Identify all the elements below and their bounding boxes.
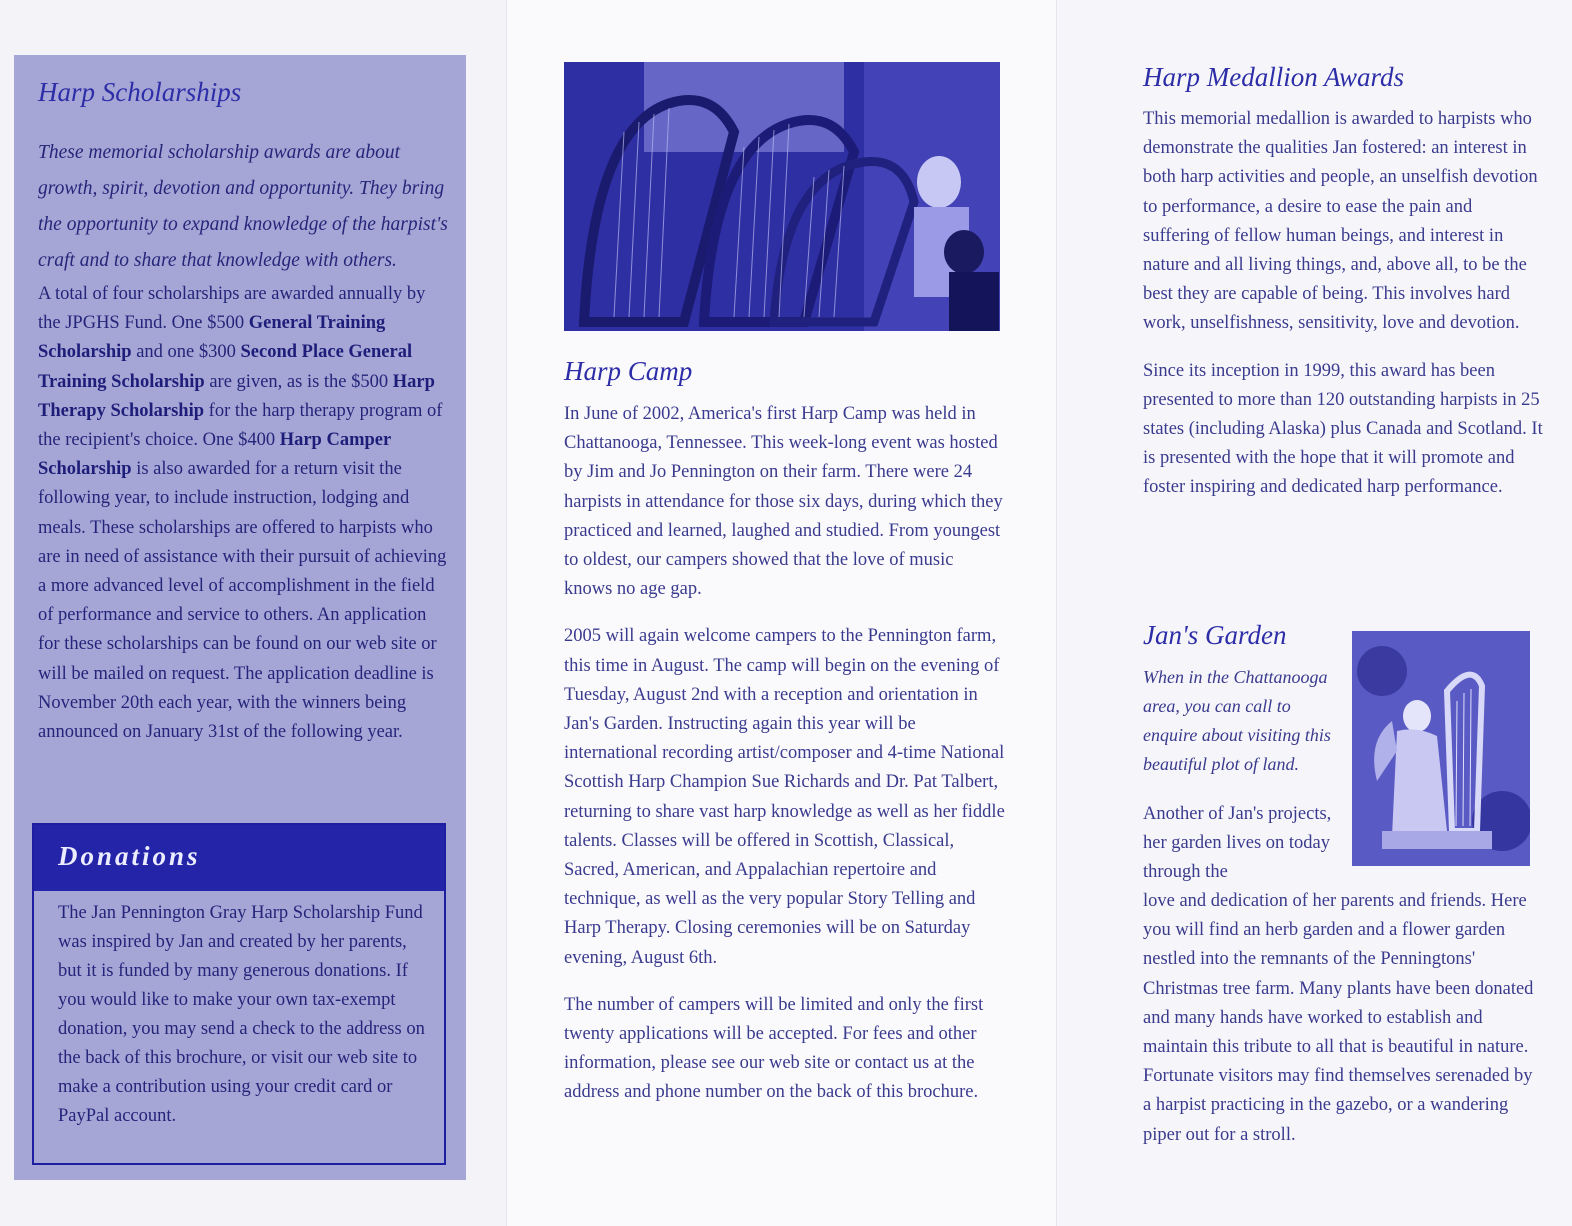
scholarships-text-4: for the harp therapy program of the recipient's choice. One $400 <box>38 400 443 451</box>
scholarships-intro: These memorial scholarship awards are about growth, spirit, devotion and opportunity. They bring the opportunity to expand knowledge of the harpist's craft and to share that knowledge with others. <box>38 142 448 271</box>
garden-paragraph-start: Another of Jan's projects, her garden lives on today through the <box>1143 804 1332 883</box>
medallion-paragraph-1: This memorial medallion is awarded to harpists who demonstrate the qualities Jan fostered: an interest in both harp activities and people, an unselfish devotion to performance, a desire to ease the pain and suffering of fellow human beings, and interest in nature and all living things, and, above all, to be the best they are capable of being. This involves hard work, unselfishness, sensitivity, love and devotion. <box>1143 109 1538 334</box>
scholarships-text-3: are given, as is the $500 <box>204 371 393 392</box>
general-training-scholarship: General Training Scholarship <box>38 313 386 363</box>
harp-camp-paragraph-3: The number of campers will be limited and only the first twenty applications will be accepted. For fees and other information, please see our web site or contact us at the address and phone number on the back of this brochure. <box>564 994 984 1103</box>
left-panel <box>0 0 506 1226</box>
angel-harp-illustration <box>1352 631 1530 866</box>
harp-camp-paragraph-2: 2005 will again welcome campers to the Pennington farm, this time in August. The camp will begin on the evening of Tuesday, August 2nd with a reception and orientation in Jan's Garden. Instructing again this year will be international recording artist/composer and 4-time National Scottish Harp Champion Sue Richards and Dr. Pat Talbert, returning to share vast harp knowledge as well as her fiddle talents. Classes will be offered in Scottish, Classical, Sacred, American, and Appalachian repertoire and technique, as well as the very popular Story Telling and Harp Therapy. Closing ceremonies will be on Saturday evening, August 6th. <box>564 626 1005 968</box>
harps-illustration <box>564 62 1000 331</box>
harp-therapy-scholarship: Harp Therapy Scholarship <box>38 371 435 421</box>
garden-title: Jan's Garden <box>1143 620 1287 650</box>
scholarships-body <box>38 280 448 747</box>
scholarships-text-2: and one $300 <box>131 342 241 363</box>
donations-header <box>34 825 444 891</box>
scholarships-text-1: A total of four scholarships are awarded annually by the JPGHS Fund. One $500 <box>38 284 426 334</box>
second-place-scholarship: Second Place General Training Scholarship <box>38 342 413 392</box>
harp-camp-title: Harp Camp <box>564 356 693 386</box>
middle-panel <box>506 0 1056 1226</box>
medallion-body <box>1143 105 1543 521</box>
donations-title: Donations <box>58 841 201 871</box>
medallion-title: Harp Medallion Awards <box>1143 62 1405 92</box>
donations-body: The Jan Pennington Gray Harp Scholarship Fund was inspired by Jan and created by her parents, but it is funded by many generous donations. If you would like to make your own tax-exempt donation, you may send a check to the address on the back of this brochure, or visit our web site to make a contribution using your credit card or PayPal account. <box>58 903 425 1126</box>
donations-box <box>32 823 446 1165</box>
garden-intro: When in the Chattanooga area, you can call to enquire about visiting this beautiful plot of land. <box>1143 667 1331 774</box>
scholarships-title: Harp Scholarships <box>38 77 242 107</box>
garden-paragraph-rest: love and dedication of her parents and friends. Here you will find an herb garden and a flower garden nestled into the remnants of the Penningtons' Christmas tree farm. Many plants have been donated and many hands have worked to establish and maintain this tribute to all that is beautiful in nature. Fortunate visitors may find themselves serenaded by a harpist practicing in the gazebo, or a wandering piper out for a stroll. <box>1143 891 1534 1145</box>
harp-camp-body <box>564 400 1006 1126</box>
harp-camp-paragraph-1: In June of 2002, America's first Harp Camp was held in Chattanooga, Tennessee. This week-long event was hosted by Jim and Jo Pennington on their farm. There were 24 harpists in attendance for those six days, during which they practiced and learned, laughed and studied. From youngest to oldest, our campers showed that the love of music knows no age gap. <box>564 404 1003 600</box>
harp-camp-photo <box>564 62 1000 331</box>
scholarships-box <box>14 55 466 1180</box>
scholarships-text-5: is also awarded for a return visit the following year, to include instruction, lodging and meals. These scholarships are offered to harpists who are in need of assistance with their pursuit of achieving a more advanced level of accomplishment in the field of performance and service to others. An application for these scholarships can be found on our web site or will be mailed on request. The application deadline is November 20th each year, with the winners being announced on January 31st of the following year. <box>38 459 447 743</box>
harp-camper-scholarship: Harp Camper Scholarship <box>38 430 391 480</box>
medallion-paragraph-2: Since its inception in 1999, this award has been presented to more than 120 outstanding harpists in 25 states (including Alaska) plus Canada and Scotland. It is presented with the hope that it will promote and foster inspiring and dedicated harp performance. <box>1143 360 1543 498</box>
right-panel <box>1056 0 1572 1226</box>
garden-photo <box>1352 631 1530 866</box>
